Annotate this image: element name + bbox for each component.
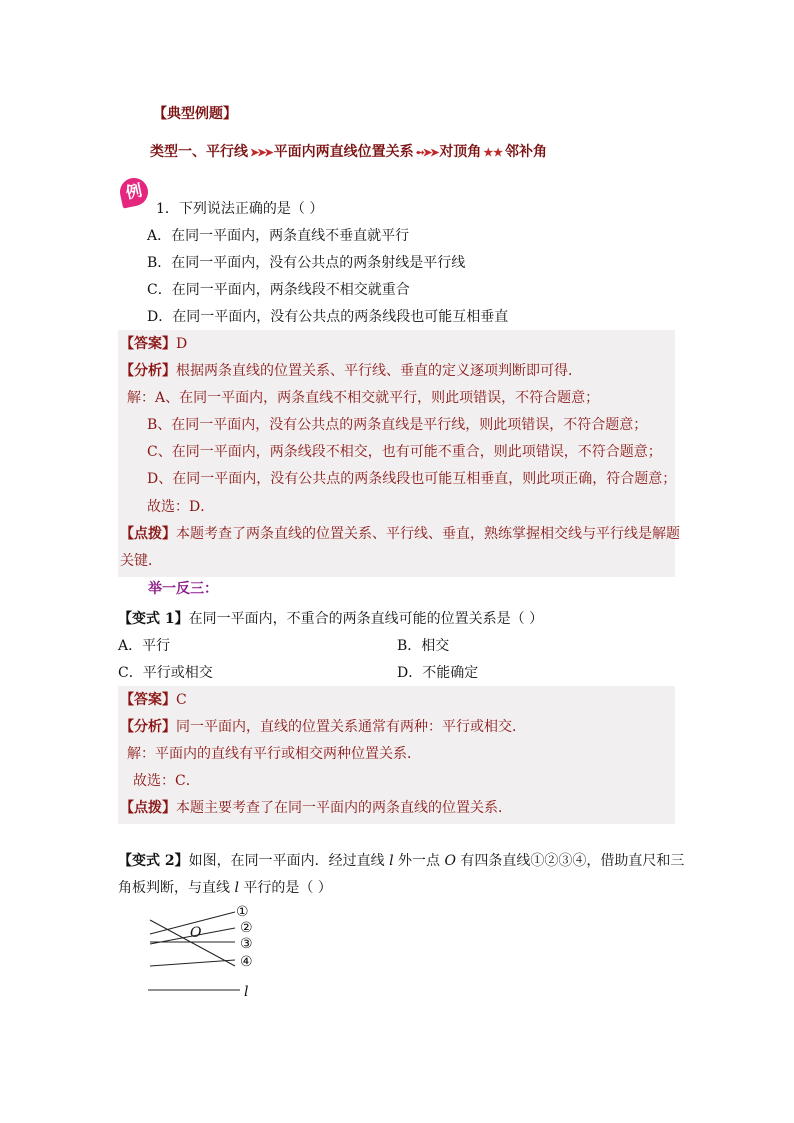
extension-label: 举一反三： xyxy=(148,581,218,597)
variant-2-stem-line-2: 角板判断，与直线 l 平行的是（ ） xyxy=(118,880,332,896)
stars-icon: ★★ xyxy=(483,146,504,159)
question-1-option-d: D．在同一平面内，没有公共点的两条线段也可能互相垂直 xyxy=(147,309,509,325)
line-1-label: ① xyxy=(236,904,249,920)
variant-1-option-d: D．不能确定 xyxy=(397,665,479,681)
section-heading: 【典型例题】 xyxy=(153,106,237,122)
line-4 xyxy=(150,960,235,966)
figure-diagram xyxy=(140,900,270,1000)
type-line xyxy=(150,141,547,161)
variant-1-option-c: C．平行或相交 xyxy=(118,665,213,681)
solution-1-line-4: D、在同一平面内，没有公共点的两条线段也可能互相垂直，则此项正确，符合题意； xyxy=(147,471,677,487)
variant-1-option-b: B．相交 xyxy=(397,638,450,654)
type-part-4: 邻补角 xyxy=(505,144,548,160)
solution-1-choice: 故选：D． xyxy=(147,499,215,515)
tip-1-line-2: 关键． xyxy=(120,553,162,569)
line-4-label: ④ xyxy=(240,954,253,970)
point-o-label: O xyxy=(190,925,202,941)
tip-2: 【点拨】本题主要考查了在同一平面内的两条直线的位置关系． xyxy=(120,800,512,816)
arrows-icon-2: ➻➤➤ xyxy=(415,146,438,159)
type-part-1: 类型一、平行线 xyxy=(150,144,248,160)
analysis-2: 【分析】同一平面内，直线的位置关系通常有两种：平行或相交． xyxy=(120,719,526,735)
variant-1-stem: 【变式 1】在同一平面内，不重合的两条直线可能的位置关系是（ ） xyxy=(118,611,544,627)
variant-2-stem-line-1: 【变式 2】如图，在同一平面内．经过直线 l 外一点 O 有四条直线①②③④，借助直尺和三 xyxy=(118,853,685,869)
solution-1-line-1: 解：A、在同一平面内，两条直线不相交就平行，则此项错误，不符合题意； xyxy=(127,390,600,406)
question-1-option-c: C．在同一平面内，两条线段不相交就重合 xyxy=(147,282,410,298)
type-part-2: 平面内两直线位置关系 xyxy=(273,144,414,160)
type-part-3: 对顶角 xyxy=(439,144,482,160)
answer-2: 【答案】C xyxy=(120,692,187,708)
arrows-icon: ➤➤➤ xyxy=(250,146,272,159)
solution-1-line-2: B、在同一平面内，没有公共点的两条直线是平行线，则此项错误，不符合题意； xyxy=(147,417,648,433)
line-3-label: ③ xyxy=(240,936,253,952)
variant-1-option-a: A．平行 xyxy=(118,638,171,654)
line-l-label: l xyxy=(244,984,249,1000)
solution-2-choice: 故选：C． xyxy=(133,773,200,789)
question-1-option-b: B．在同一平面内，没有公共点的两条射线是平行线 xyxy=(147,255,466,271)
solution-1-line-3: C、在同一平面内，两条线段不相交，也有可能不重合，则此项错误，不符合题意； xyxy=(147,444,662,460)
line-2-label: ② xyxy=(240,920,253,936)
example-badge-icon: 例 xyxy=(117,175,150,208)
question-1-option-a: A．在同一平面内，两条直线不垂直就平行 xyxy=(147,228,410,244)
answer-box-1 xyxy=(118,330,680,577)
answer-1: 【答案】D xyxy=(120,336,188,352)
analysis-1: 【分析】根据两条直线的位置关系、平行线、垂直的定义逐项判断即可得． xyxy=(120,363,582,379)
question-1-stem: 1．下列说法正确的是（ ） xyxy=(156,201,324,217)
answer-box-2 xyxy=(118,686,675,824)
tip-1-line-1: 【点拨】本题考查了两条直线的位置关系、平行线、垂直，熟练掌握相交线与平行线是解题 xyxy=(120,526,680,542)
solution-2: 解：平面内的直线有平行或相交两种位置关系． xyxy=(127,746,421,762)
